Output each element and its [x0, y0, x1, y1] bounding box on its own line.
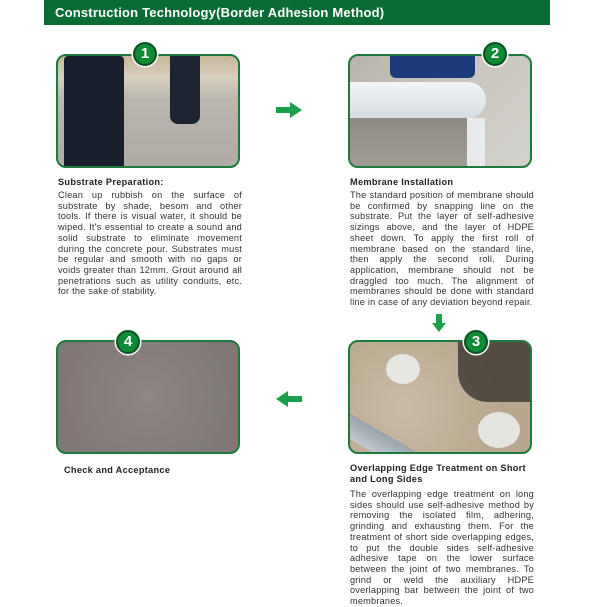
arrow-left-icon [276, 391, 302, 407]
section-header [44, 0, 550, 25]
glove [478, 412, 520, 448]
step-2-title: Membrane Installation [350, 177, 454, 187]
worker-figure [170, 56, 200, 124]
step-4-photo [56, 340, 240, 454]
substrate-area [350, 118, 467, 168]
step-2-body: The standard position of membrane should be confirmed by snapping line on the substrate. Put the layer of self-adhesive sizings above, and the layer of HDPE sheet down. To apply the first roll of membrane based on the standard line, then apply the second roll. During application, membrane should not be draggled too much. The alignment of membranes should be done with standard line in case of any deviation beyond repair. [350, 190, 534, 308]
step-1-photo [56, 54, 240, 168]
step-3-badge: 3 [464, 330, 488, 354]
step-2-badge: 2 [483, 42, 507, 66]
membrane-strip [467, 118, 485, 168]
worker-figure [64, 56, 124, 168]
step-1-title: Substrate Preparation: [58, 177, 164, 187]
step-4-badge: 4 [116, 330, 140, 354]
step-3-body: The overlapping edge treatment on long sides should use self-adhesive method by removing the isolated film, adhering, grinding and exhausting them. For the treatment of short side overlapping edges, to put the double sides self-adhesive adhesive tape on the lower surface between the joint of two membranes. To grind or weld the auxiliary HDPE overlapping bar between the joint of two membranes. [350, 489, 534, 607]
step-3-title: Overlapping Edge Treatment on Short and Long Sides [350, 463, 526, 484]
membrane-roll [348, 82, 486, 118]
step-2-photo [348, 54, 532, 168]
page-title: Construction Technology(Border Adhesion Method) [55, 5, 385, 20]
step-3-photo [348, 340, 532, 454]
glove [386, 354, 420, 384]
step-1-badge: 1 [133, 42, 157, 66]
step-4-title: Check and Acceptance [64, 465, 171, 475]
arrow-down-icon [432, 314, 446, 332]
arrow-right-icon [276, 102, 302, 118]
worker-figure [390, 56, 475, 78]
step-1-body: Clean up rubbish on the surface of substrate by shade, besom and other tools. If there is visual water, it should be wiped. It's essential to create a sound and solid substrate to eliminate movement during the concrete pour. Substrates must be regular and smooth with no gaps or voids greater than 12mm. Grout around all penetrations such as utility conduits, etc. for the sake of stability. [58, 190, 242, 297]
